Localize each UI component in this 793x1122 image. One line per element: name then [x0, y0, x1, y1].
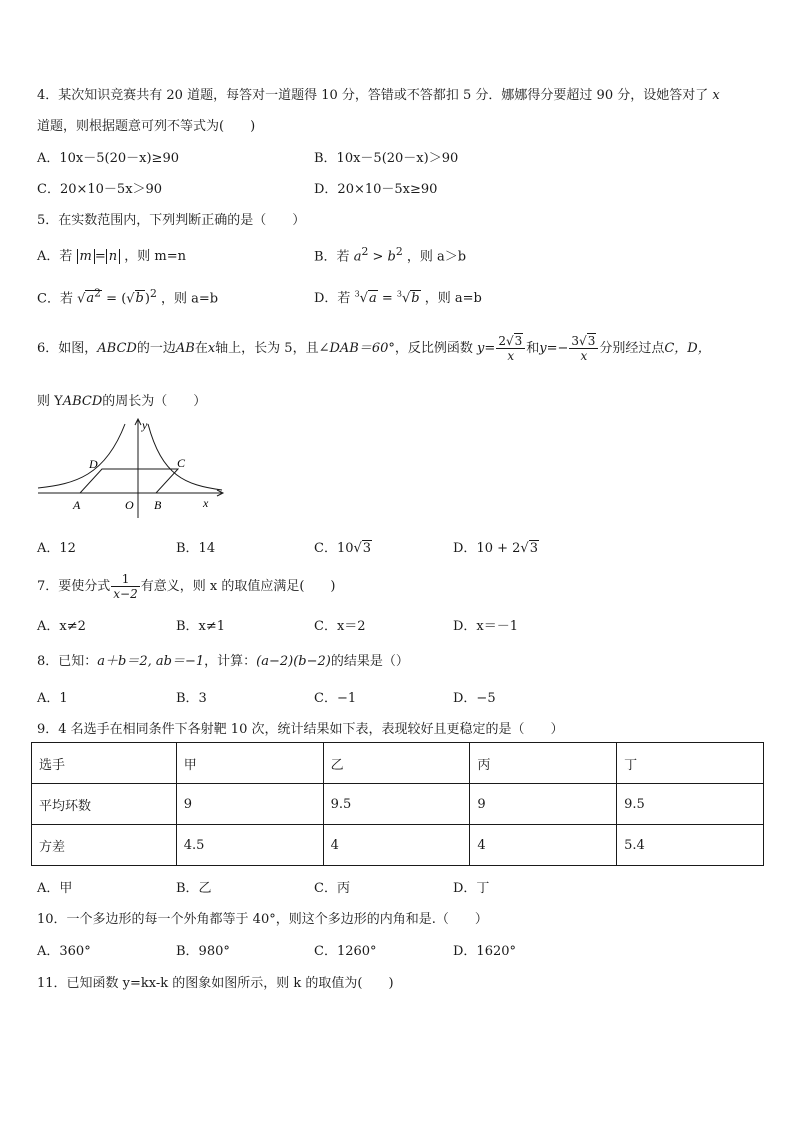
- table-row: [32, 825, 764, 866]
- table-row: [32, 743, 764, 784]
- table-cell: 5.4: [617, 825, 764, 866]
- table-cell: 4.5: [176, 825, 323, 866]
- table-cell: 4: [470, 825, 617, 866]
- q9-table: [31, 742, 764, 866]
- q4-option-d[interactable]: D．20×10－5x≥90: [314, 182, 438, 197]
- label-c: C: [177, 456, 186, 470]
- table-cell: 9.5: [323, 784, 470, 825]
- q4-option-b[interactable]: B．10x－5(20－x)＞90: [314, 151, 459, 166]
- q4-option-c[interactable]: C．20×10－5x＞90: [37, 182, 163, 197]
- q10-option-a[interactable]: A．360°: [37, 944, 91, 959]
- table-cell: 方差: [32, 825, 177, 866]
- q9-option-d[interactable]: D．丁: [453, 881, 490, 896]
- parallelogram-abcd: [80, 469, 178, 493]
- q9-option-c[interactable]: C．丙: [314, 881, 350, 896]
- q4-var: x: [712, 88, 720, 103]
- q10-stem: 10．一个多边形的每一个外角都等于 40°，则这个多边形的内角和是.（ ）: [37, 912, 488, 927]
- q8-option-d[interactable]: D．−5: [453, 691, 496, 706]
- q6-option-b[interactable]: B．14: [176, 541, 216, 556]
- q6-option-d[interactable]: D．10 + 2√3: [453, 541, 538, 556]
- q7-option-a[interactable]: A．x≠2: [37, 619, 86, 634]
- q5-stem: 5．在实数范围内，下列判断正确的是（ ）: [37, 213, 306, 228]
- q6-stem-line2: 则 YABCD的周长为（ ）: [37, 394, 207, 409]
- table-cell: 9: [176, 784, 323, 825]
- q8-option-a[interactable]: A．1: [37, 691, 68, 706]
- table-cell: 4: [323, 825, 470, 866]
- q4-option-a[interactable]: A．10x－5(20－x)≥90: [37, 151, 179, 166]
- q9-option-a[interactable]: A．甲: [37, 881, 73, 896]
- table-row: [32, 784, 764, 825]
- left-hyperbola-branch: [38, 424, 125, 488]
- q10-option-d[interactable]: D．1620°: [453, 944, 517, 959]
- q6-stem-line1: 6．如图，ABCD的一边AB在x轴上，长为 5，且∠DAB＝60°，反比例函数 y= $\frac{2√3}{x}$ 和y=− $\frac{3√3}{x}$ 分别经过点C，D，: [37, 334, 711, 363]
- q7-option-d[interactable]: D．x＝－1: [453, 619, 519, 634]
- table-cell: 9.5: [617, 784, 764, 825]
- q5-option-c[interactable]: C．若 $√a^2 = (√b)^2$ ，则 a=b: [37, 287, 219, 307]
- q6-graph: [35, 414, 230, 519]
- table-cell: 丙: [470, 743, 617, 784]
- q10-option-c[interactable]: C．1260°: [314, 944, 377, 959]
- label-o: O: [125, 498, 134, 512]
- q5-option-b[interactable]: B．若 $a^2 > b^2$ ，则 a＞b: [314, 245, 467, 265]
- q10-option-b[interactable]: B．980°: [176, 944, 230, 959]
- table-cell: 平均环数: [32, 784, 177, 825]
- q7-option-c[interactable]: C．x＝2: [314, 619, 366, 634]
- q7-stem: 7．要使分式 $\frac{1}{x-2}$ 有意义，则 x 的取值应满足( ): [37, 572, 336, 601]
- q8-option-b[interactable]: B．3: [176, 691, 207, 706]
- q4-stem-line2: 道题，则根据题意可列不等式为( ): [37, 119, 256, 134]
- q6-option-a[interactable]: A．12: [37, 541, 76, 556]
- q9-stem: 9．4 名选手在相同条件下各射靶 10 次，统计结果如下表，表现较好且更稳定的是（ ）: [37, 722, 564, 737]
- q9-option-b[interactable]: B．乙: [176, 881, 212, 896]
- q5-option-a[interactable]: A．若 m = n ，则 m=n: [37, 249, 187, 264]
- q7-fraction: $\frac{1}{x-2}$: [113, 572, 138, 601]
- table-cell: 甲: [176, 743, 323, 784]
- q7-option-b[interactable]: B．x≠1: [176, 619, 226, 634]
- label-y: y: [142, 418, 148, 432]
- q6-option-c[interactable]: C．10√3: [314, 541, 372, 556]
- table-cell: 丁: [617, 743, 764, 784]
- table-cell: 乙: [323, 743, 470, 784]
- label-a: A: [73, 498, 81, 512]
- label-b: B: [154, 498, 162, 512]
- q11-stem: 11．已知函数 y=kx-k 的图象如图所示，则 k 的取值为( ): [37, 976, 394, 991]
- label-x: x: [203, 496, 209, 510]
- q8-stem: 8．已知：a＋b＝2, ab＝−1，计算：(a−2)(b−2)的结果是（）: [37, 654, 409, 669]
- label-d: D: [89, 457, 98, 471]
- q8-option-c[interactable]: C．−1: [314, 691, 357, 706]
- table-cell: 9: [470, 784, 617, 825]
- q4-stem-line1: 4．某次知识竞赛共有 20 道题，每答对一道题得 10 分，答错或不答都扣 5 分．娜娜得分要超过 90 分，设她答对了 x: [37, 88, 720, 103]
- table-cell: 选手: [32, 743, 177, 784]
- q5-option-d[interactable]: D．若 $^3$√a = $^3$√b ，则 a=b: [314, 289, 482, 306]
